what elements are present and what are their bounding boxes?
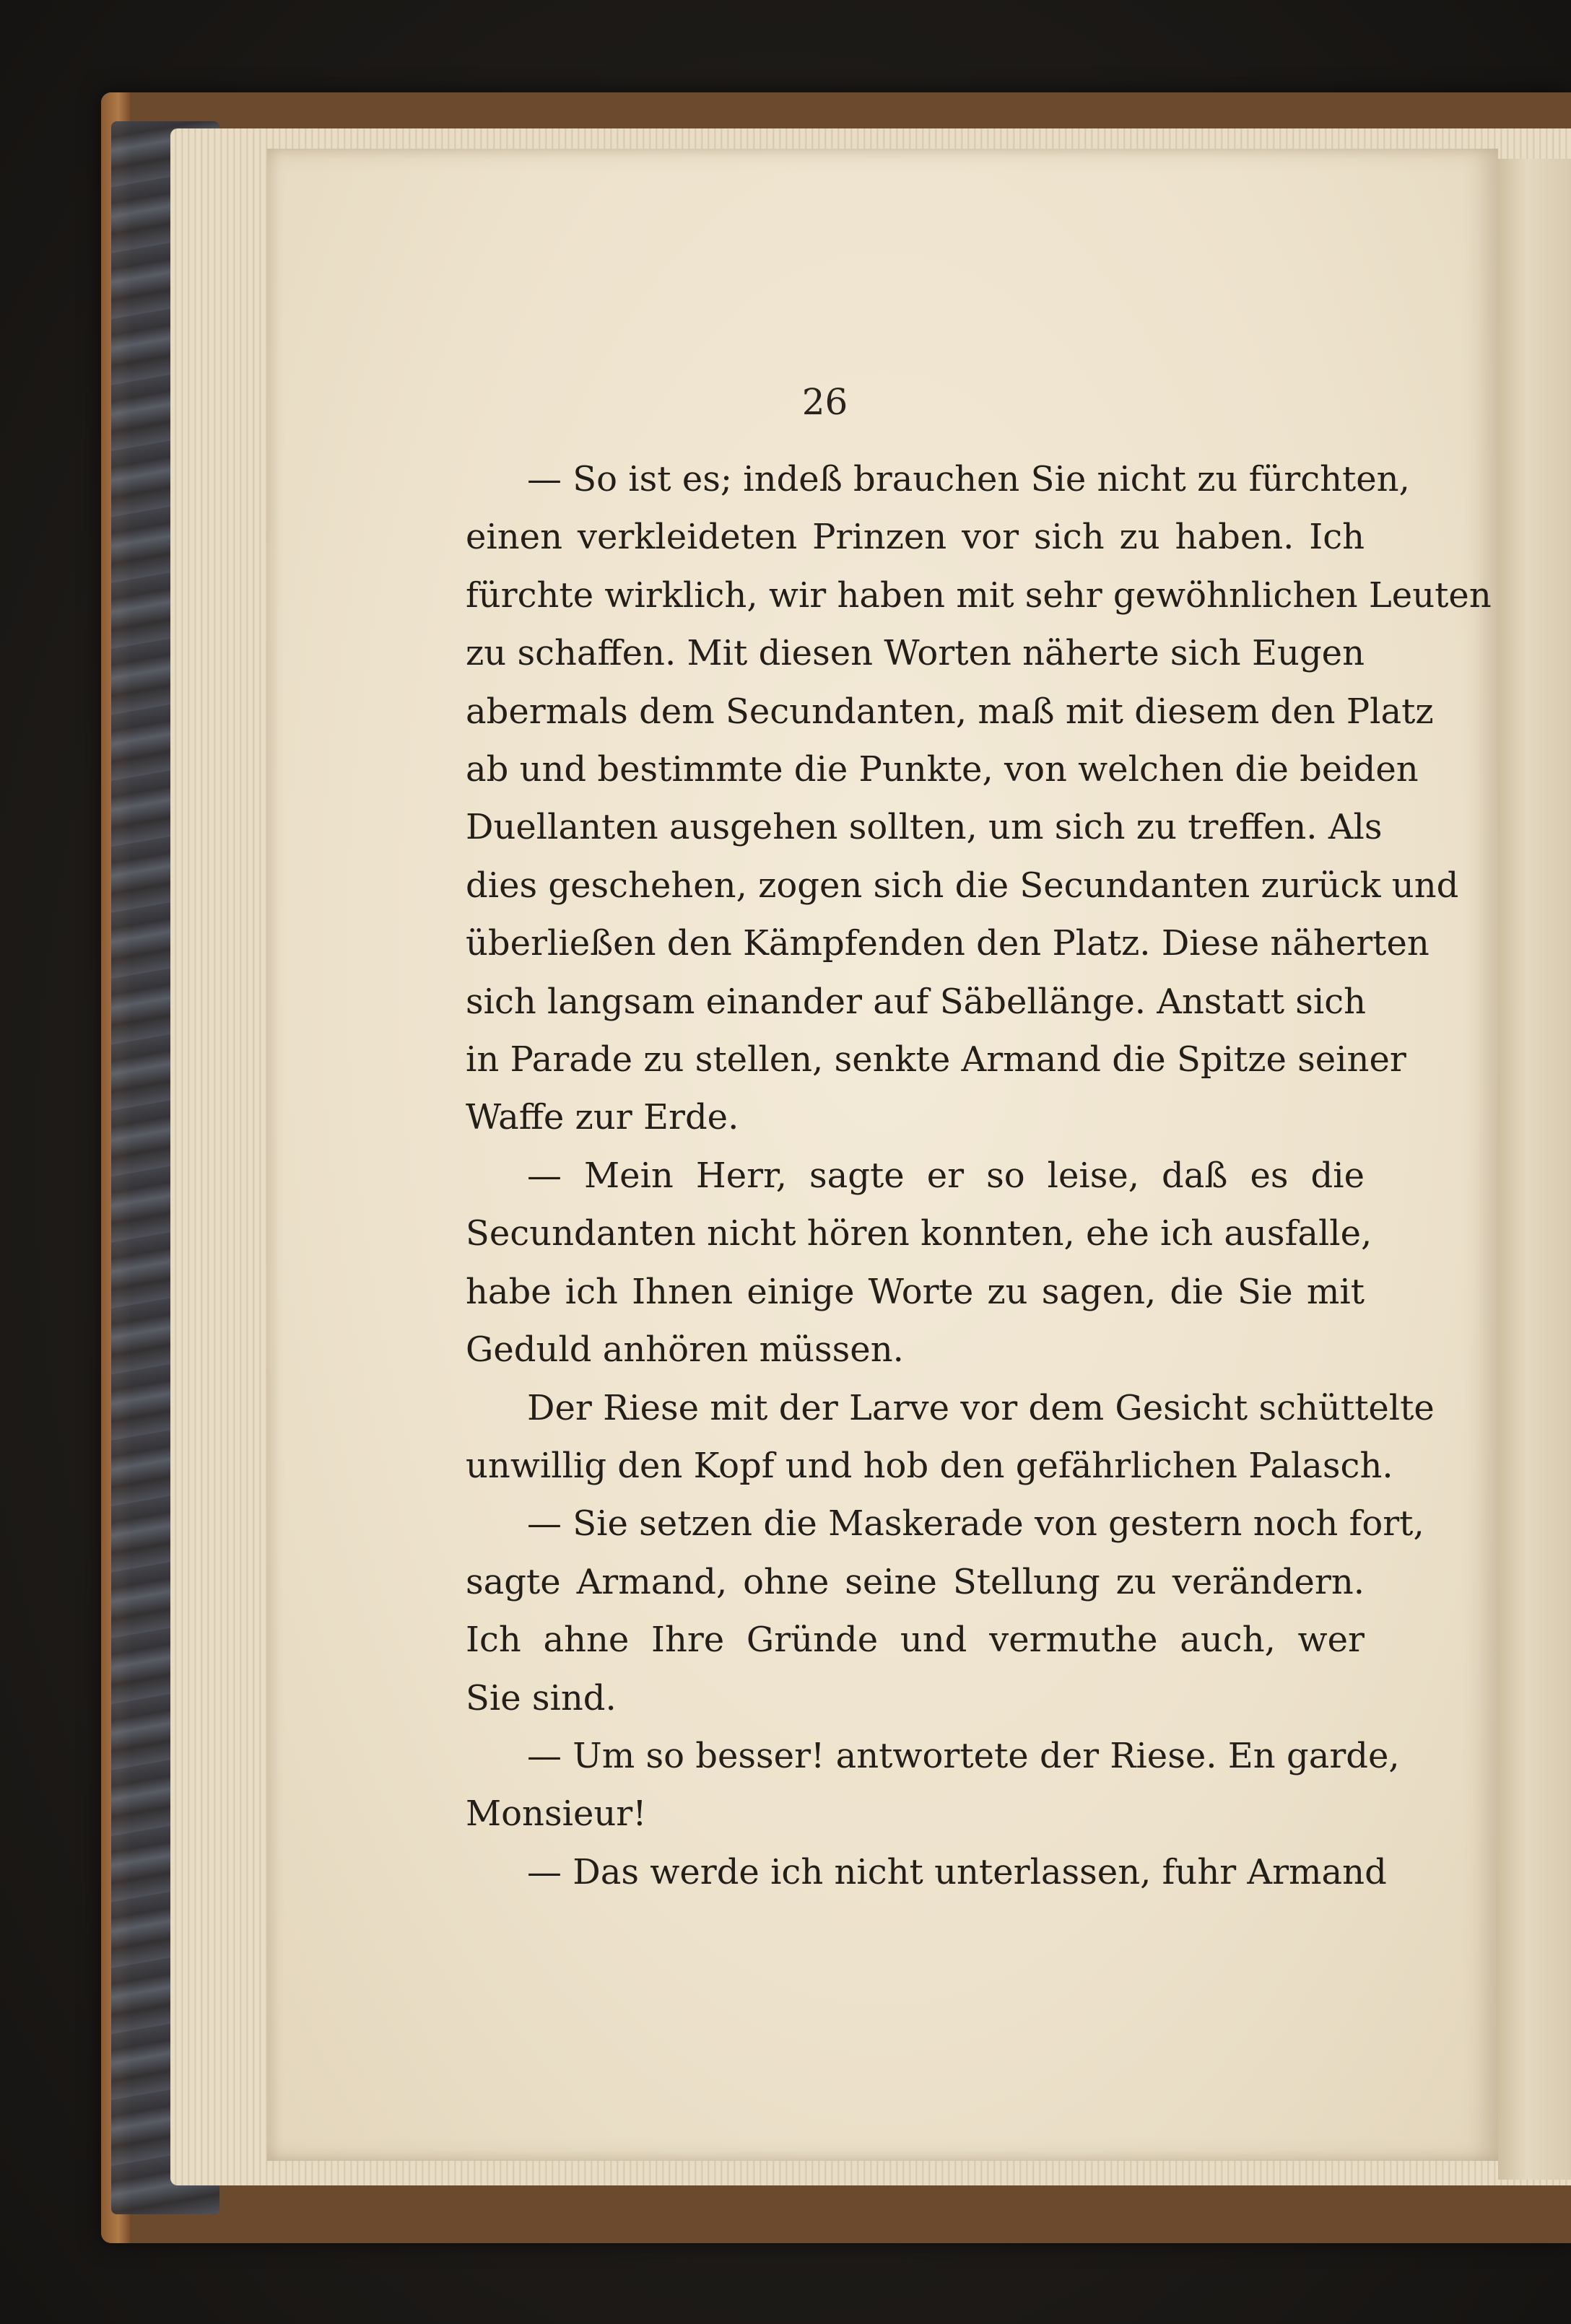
facing-page xyxy=(1498,159,1571,2180)
text-line: — Um so besser! antwortete der Riese. En garde, xyxy=(527,1735,1400,1776)
text-line: Ich ahne Ihre Gründe und vermuthe auch, wer xyxy=(466,1620,1365,1661)
text-line: ab und bestimmte die Punkte, von welchen die beiden xyxy=(466,749,1419,790)
text-line: sich langsam einander auf Säbellänge. Anstatt sich xyxy=(466,981,1367,1022)
text-line: Monsieur! xyxy=(466,1794,647,1835)
text-line: abermals dem Secundanten, maß mit diesem den Platz xyxy=(466,691,1434,732)
text-line: sagte Armand, ohne seine Stellung zu verändern. xyxy=(466,1561,1365,1602)
text-line: unwillig den Kopf und hob den gefährlichen Palasch. xyxy=(466,1445,1393,1486)
text-line: — Sie setzen die Maskerade von gestern noch fort, xyxy=(527,1503,1424,1545)
text-line: überließen den Kämpfenden den Platz. Diese näherten xyxy=(466,923,1429,964)
text-line: Waffe zur Erde. xyxy=(466,1097,739,1138)
text-line: — Das werde ich nicht unterlassen, fuhr Armand xyxy=(527,1851,1387,1892)
text-line: Geduld anhören müssen. xyxy=(466,1329,904,1371)
book-page xyxy=(267,149,1498,2161)
text-line: fürchte wirklich, wir haben mit sehr gewöhnlichen Leuten xyxy=(466,575,1492,616)
text-line: in Parade zu stellen, senkte Armand die Spitze seiner xyxy=(466,1039,1406,1080)
text-line: dies geschehen, zogen sich die Secundanten zurück und xyxy=(466,865,1459,906)
text-line: habe ich Ihnen einige Worte zu sagen, die Sie mit xyxy=(466,1271,1365,1312)
text-line: Secundanten nicht hören konnten, ehe ich ausfalle, xyxy=(466,1213,1372,1254)
text-line: einen verkleideten Prinzen vor sich zu haben. Ich xyxy=(466,517,1365,558)
text-line: zu schaffen. Mit diesen Worten näherte sich Eugen xyxy=(466,633,1365,674)
text-line: Duellanten ausgehen sollten, um sich zu treffen. Als xyxy=(466,807,1383,848)
page-text xyxy=(466,450,1492,1901)
text-line: Der Riese mit der Larve vor dem Gesicht schüttelte xyxy=(527,1387,1435,1428)
text-line: — So ist es; indeß brauchen Sie nicht zu fürchten, xyxy=(527,459,1410,499)
text-line: — Mein Herr, sagte er so leise, daß es die xyxy=(527,1155,1365,1196)
page-number: 26 xyxy=(801,381,848,423)
text-line: Sie sind. xyxy=(466,1677,617,1718)
